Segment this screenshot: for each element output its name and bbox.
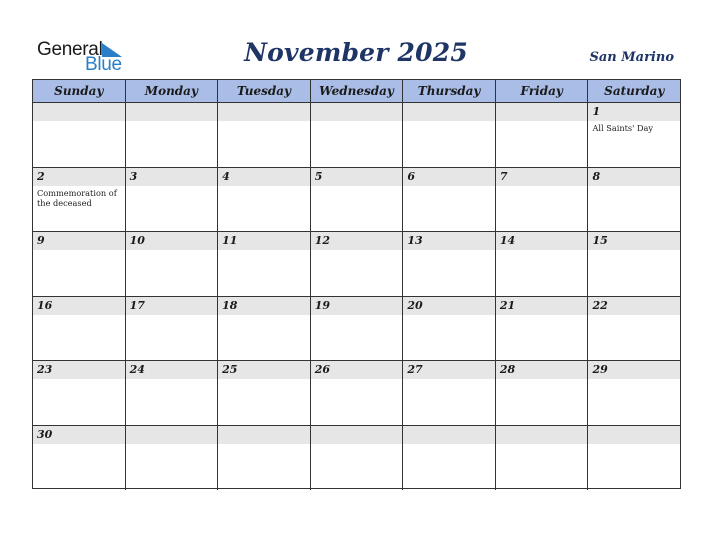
day-cell[interactable] (496, 168, 589, 232)
generalblue-logo (37, 40, 137, 74)
day-number: 19 (314, 298, 331, 312)
day-number: 16 (37, 298, 53, 312)
week-row (33, 426, 680, 491)
day-number: 20 (407, 298, 423, 312)
weekday-header-row (33, 80, 680, 103)
weekday-friday: Friday (496, 80, 589, 102)
calendar-title: November 2025 (244, 38, 468, 67)
day-number-strip (588, 103, 680, 121)
holiday-label: All Saints' Day (592, 123, 654, 133)
day-number: 27 (407, 363, 423, 376)
day-number: 3 (129, 169, 138, 183)
day-cell[interactable] (311, 297, 404, 361)
day-number-strip (126, 103, 218, 121)
day-number-strip (126, 168, 218, 186)
week-row (33, 361, 680, 426)
day-number: 5 (314, 169, 323, 183)
day-cell[interactable] (403, 168, 496, 232)
day-cell[interactable] (403, 297, 496, 361)
day-cell[interactable] (33, 168, 126, 232)
day-number-strip (403, 426, 495, 444)
day-number-strip (218, 103, 310, 121)
day-cell[interactable] (126, 103, 219, 167)
day-cell[interactable] (33, 232, 126, 296)
day-number-strip (311, 168, 403, 186)
day-cell[interactable] (588, 168, 680, 232)
day-number-strip (588, 426, 680, 444)
day-number: 15 (592, 234, 608, 247)
day-number: 26 (314, 363, 331, 376)
day-number: 4 (222, 169, 230, 183)
day-cell[interactable] (403, 426, 496, 491)
day-number: 17 (129, 298, 145, 312)
day-number-strip (33, 232, 125, 250)
day-number: 25 (222, 363, 238, 376)
day-number: 22 (592, 298, 608, 312)
holiday-label: Commemoration of the deceased (37, 187, 117, 208)
day-cell[interactable] (496, 297, 589, 361)
day-number-strip (218, 426, 310, 444)
day-number: 29 (592, 363, 608, 376)
day-number: 12 (314, 234, 331, 247)
day-number: 30 (37, 427, 53, 441)
weekday-sunday: Sunday (33, 80, 126, 102)
day-cell[interactable] (311, 168, 404, 232)
day-cell[interactable] (218, 426, 311, 491)
week-row (33, 103, 680, 168)
week-row (33, 297, 680, 362)
day-number-strip (311, 103, 403, 121)
day-cell[interactable] (311, 426, 404, 491)
day-cell[interactable] (403, 103, 496, 167)
day-cell[interactable] (588, 297, 680, 361)
day-cell[interactable] (588, 426, 680, 491)
day-cell[interactable] (33, 426, 126, 491)
day-cell[interactable] (218, 103, 311, 167)
day-cell[interactable] (496, 426, 589, 491)
day-cell[interactable] (496, 232, 589, 296)
day-number-strip (403, 168, 495, 186)
day-cell[interactable] (588, 361, 680, 425)
day-number: 13 (407, 234, 423, 247)
day-cell[interactable] (588, 232, 680, 296)
day-number: 18 (222, 298, 238, 312)
weeks-container (33, 103, 680, 490)
day-cell[interactable] (33, 103, 126, 167)
day-number: 1 (592, 105, 601, 118)
day-number-strip (496, 168, 588, 186)
day-cell[interactable] (33, 361, 126, 425)
weekday-thursday: Thursday (403, 80, 496, 102)
day-cell[interactable] (33, 297, 126, 361)
day-number: 6 (407, 169, 415, 183)
day-number-strip (33, 168, 125, 186)
weekday-monday: Monday (126, 80, 219, 102)
day-number: 8 (592, 169, 601, 183)
day-number: 2 (37, 169, 45, 183)
day-number: 23 (37, 363, 53, 376)
day-cell[interactable] (126, 297, 219, 361)
day-number: 28 (499, 363, 516, 376)
day-cell[interactable] (311, 361, 404, 425)
day-number-strip (496, 103, 588, 121)
day-cell[interactable] (218, 232, 311, 296)
country-label: San Marino (589, 50, 674, 65)
day-cell[interactable] (496, 361, 589, 425)
day-cell[interactable] (311, 103, 404, 167)
day-cell[interactable] (126, 168, 219, 232)
weekday-saturday: Saturday (604, 84, 665, 98)
day-cell[interactable] (588, 103, 680, 167)
logo-text-general: General (37, 39, 103, 60)
day-number: 11 (222, 234, 238, 247)
day-number-strip (33, 103, 125, 121)
day-cell[interactable] (126, 232, 219, 296)
day-number-strip (218, 168, 310, 186)
day-cell[interactable] (218, 361, 311, 425)
day-cell[interactable] (403, 361, 496, 425)
day-number: 7 (499, 169, 508, 183)
week-row (33, 232, 680, 297)
logo-text-blue: Blue (85, 54, 122, 75)
day-cell[interactable] (126, 426, 219, 491)
day-cell[interactable] (403, 232, 496, 296)
day-number-strip (403, 103, 495, 121)
day-cell[interactable] (311, 232, 404, 296)
day-number-strip (588, 168, 680, 186)
day-cell[interactable] (496, 103, 589, 167)
day-number: 10 (129, 234, 145, 247)
day-cell[interactable] (218, 297, 311, 361)
day-cell[interactable] (126, 361, 219, 425)
week-row (33, 168, 680, 233)
day-number-strip (496, 426, 588, 444)
day-number: 21 (499, 298, 516, 312)
day-number: 24 (129, 363, 145, 376)
weekday-wednesday: Wednesday (311, 80, 404, 102)
day-number-strip (311, 426, 403, 444)
day-number: 14 (499, 234, 516, 247)
day-number: 9 (37, 234, 45, 247)
weekday-tuesday: Tuesday (218, 80, 311, 102)
day-number-strip (126, 426, 218, 444)
calendar-grid (32, 79, 681, 489)
day-cell[interactable] (218, 168, 311, 232)
